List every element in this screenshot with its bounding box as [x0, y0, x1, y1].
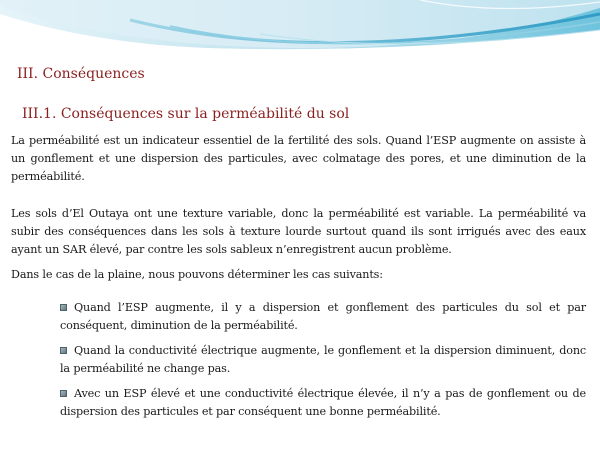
- paragraph-el-outaya: Les sols d’El Outaya ont une texture variable, donc la perméabilité est variable. La perméabilité va subir des conséquences dans les sols à texture lourde surtout quand ils sont irrigués avec des eaux ayant un SAR élevé, par contre les sols sableux n’enregistrent aucun problème.: [11, 207, 586, 256]
- square-bullet-icon: [60, 390, 67, 397]
- list-item: [60, 342, 586, 378]
- paragraph-intro: La perméabilité est un indicateur essentiel de la fertilité des sols. Quand l’ESP augmente on assiste à un gonflement et une dispersion des particules, avec colmatage des pores, et une diminution de la perméabilité.: [11, 134, 586, 183]
- case-text: Quand l’ESP augmente, il y a dispersion et gonflement des particules du sol et par conséquent, diminution de la perméabilité.: [60, 301, 586, 332]
- square-bullet-icon: [60, 304, 67, 311]
- paragraph-cases-intro: Dans le cas de la plaine, nous pouvons déterminer les cas suivants:: [11, 268, 383, 281]
- square-bullet-icon: [60, 347, 67, 354]
- case-text: Avec un ESP élevé et une conductivité électrique élevée, il n’y a pas de gonflement ou de dispersion des particules et par conséquent une bonne perméabilité.: [60, 387, 586, 418]
- list-item: [60, 385, 586, 421]
- cases-list: [60, 299, 586, 428]
- section-title: III. Conséquences: [17, 66, 145, 82]
- list-item: [60, 299, 586, 335]
- subsection-title: III.1. Conséquences sur la perméabilité du sol: [22, 106, 350, 122]
- decorative-wave-banner: [0, 0, 600, 62]
- case-text: Quand la conductivité électrique augmente, le gonflement et la dispersion diminuent, donc la perméabilité ne change pas.: [60, 344, 586, 375]
